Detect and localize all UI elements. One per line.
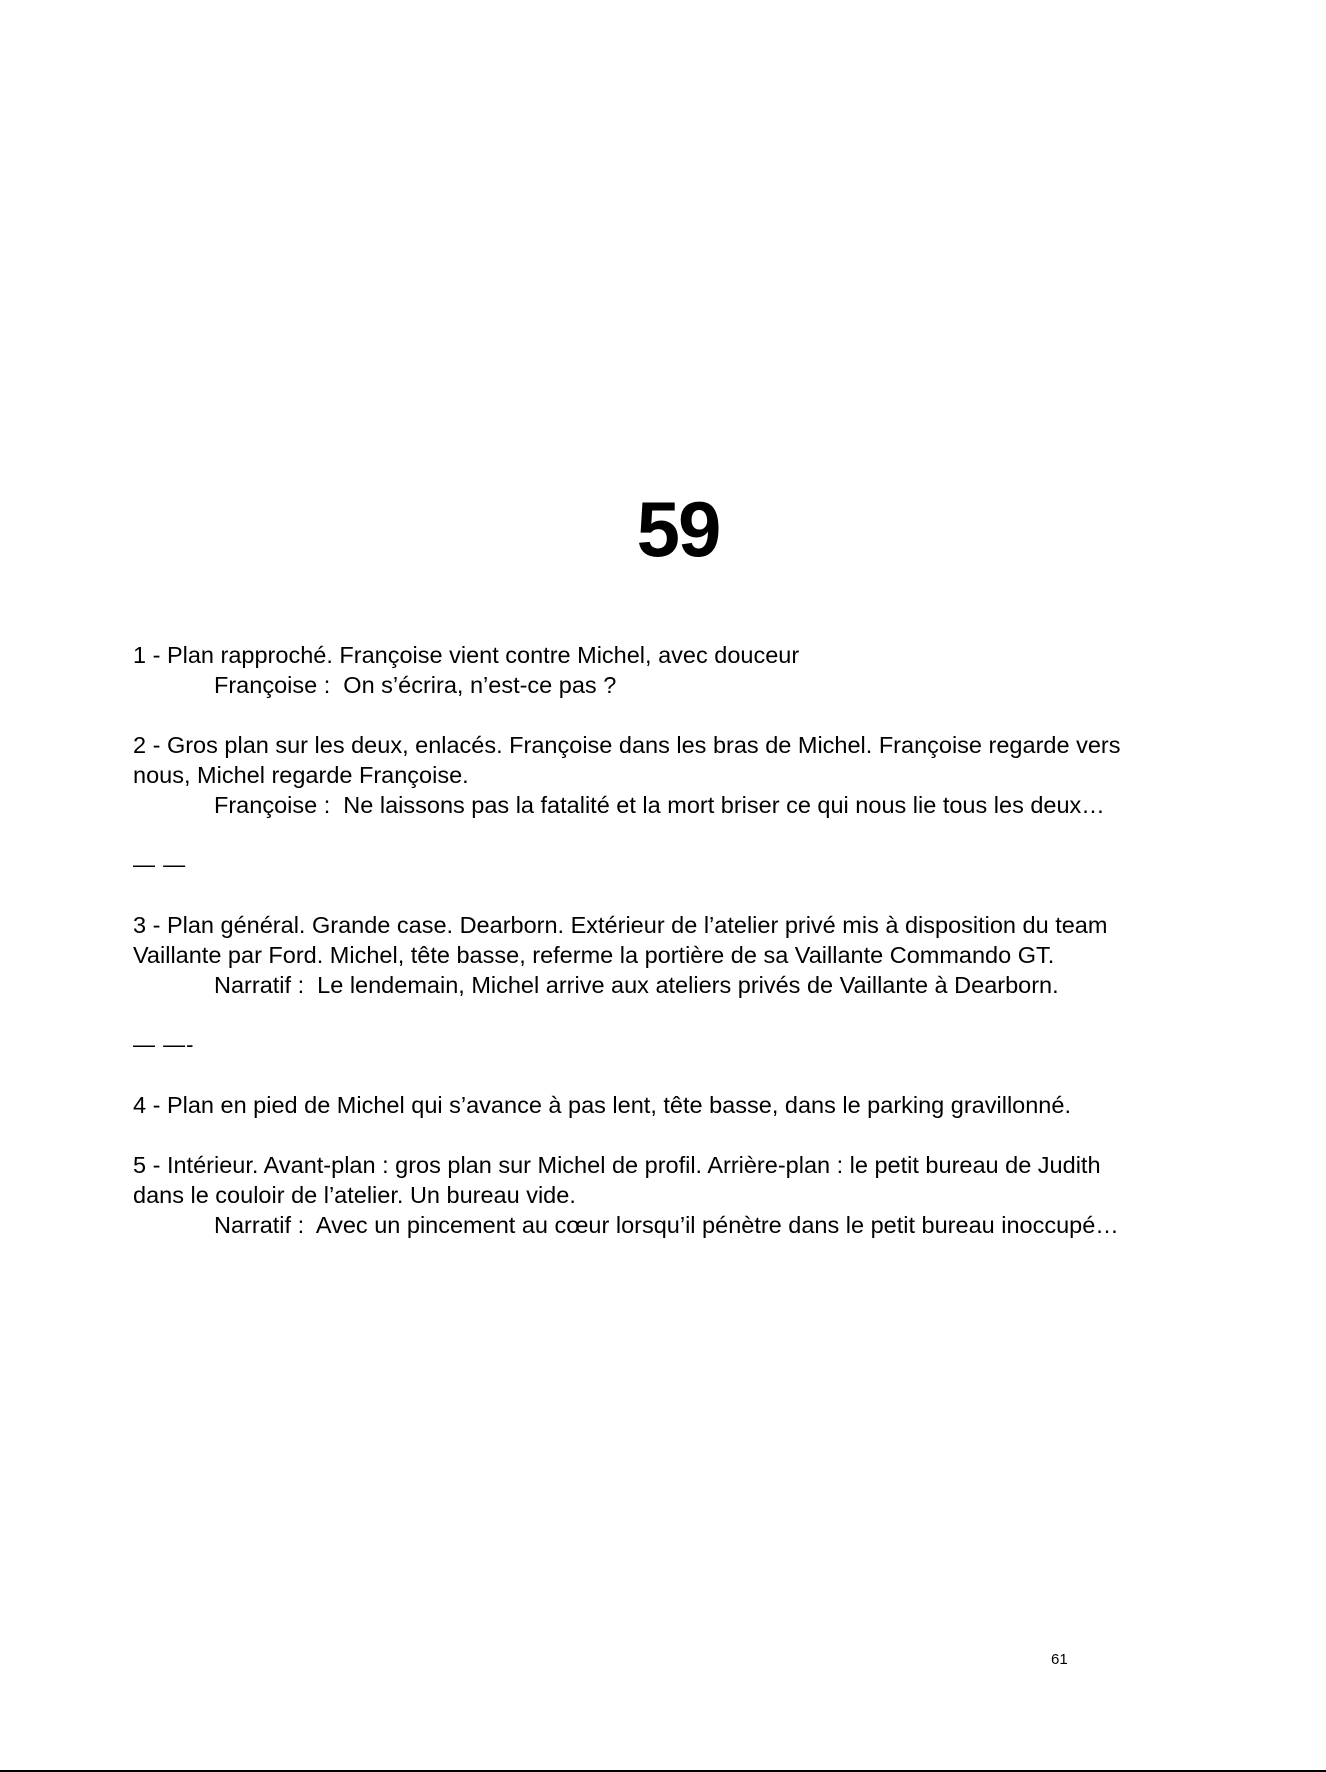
panel-description: 2 - Gros plan sur les deux, enlacés. Françoise dans les bras de Michel. Françoise regarde vers [133,732,1121,758]
panel-4 [133,1090,1203,1120]
panel-3 [133,910,1203,1000]
panel-5 [133,1150,1203,1240]
dialog-line: Narratif : Avec un pincement au cœur lorsqu’il pénètre dans le petit bureau inoccupé… [214,1212,1119,1238]
script-body [133,640,1203,1240]
panel-description: 5 - Intérieur. Avant-plan : gros plan sur Michel de profil. Arrière-plan : le petit bureau de Judith [133,1152,1101,1178]
panel-description: Vaillante par Ford. Michel, tête basse, referme la portière de sa Vaillante Commando GT. [133,942,1055,968]
page-title: 59 [636,485,720,573]
panel-description: 1 - Plan rapproché. Françoise vient contre Michel, avec douceur [133,642,800,668]
separator: — — [133,852,187,877]
dialog-line: Narratif : Le lendemain, Michel arrive aux ateliers privés de Vaillante à Dearborn. [214,972,1059,998]
panel-2 [133,730,1203,820]
page-number: 61 [1051,1651,1068,1668]
dialog-line: Françoise : On s’écrira, n’est-ce pas ? [214,672,617,698]
panel-description: 3 - Plan général. Grande case. Dearborn. Extérieur de l’atelier privé mis à disposition du team [133,912,1108,938]
panel-1 [133,640,1203,700]
dialog-line: Françoise : Ne laissons pas la fatalité et la mort briser ce qui nous lie tous les deux… [214,792,1105,818]
separator: — —- [133,1032,195,1057]
panel-description: nous, Michel regarde Françoise. [133,762,469,788]
panel-description: 4 - Plan en pied de Michel qui s’avance à pas lent, tête basse, dans le parking gravillonné. [133,1092,1071,1118]
panel-description: dans le couloir de l’atelier. Un bureau vide. [133,1182,576,1208]
